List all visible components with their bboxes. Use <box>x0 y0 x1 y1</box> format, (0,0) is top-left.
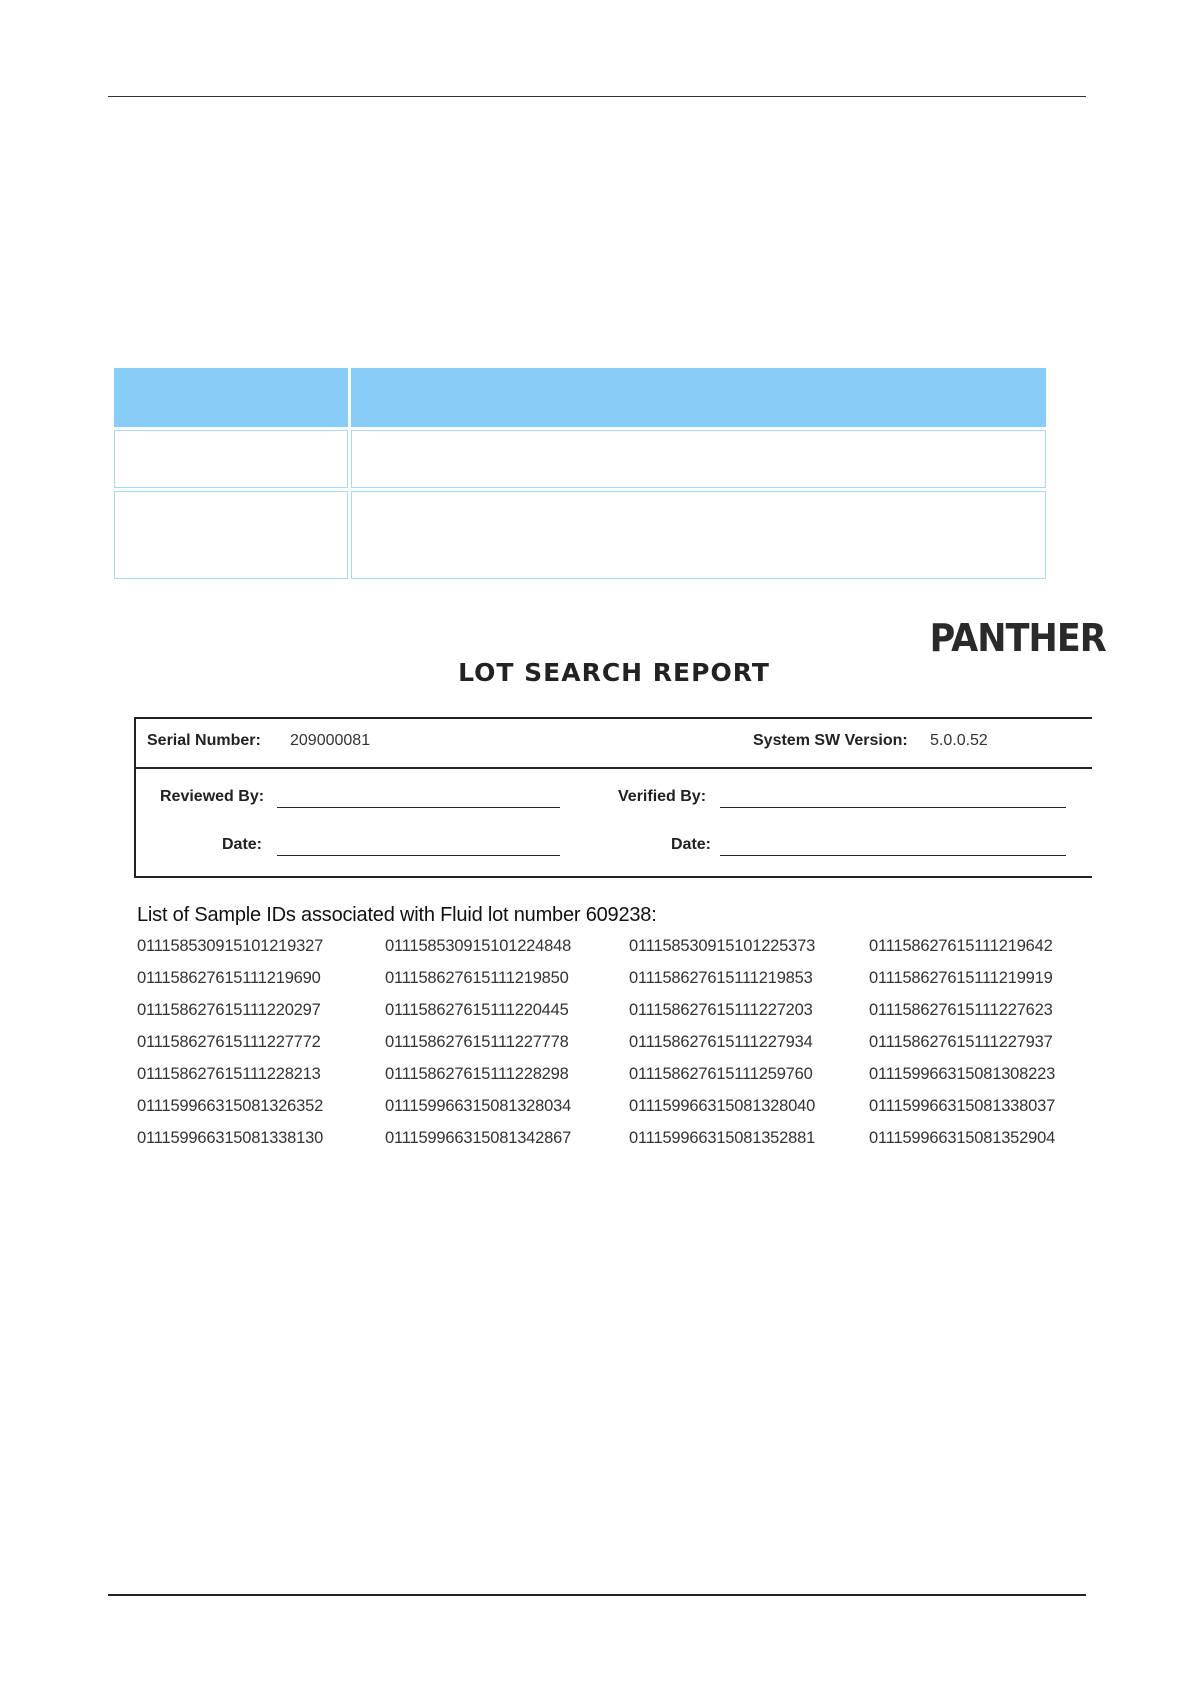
report-title: LOT SEARCH REPORT <box>458 658 770 687</box>
footer-rule <box>108 1594 1086 1596</box>
sample-id: 011158627615111228298 <box>385 1065 569 1083</box>
sample-id-list-heading: List of Sample IDs associated with Fluid lot number 609238: <box>137 904 657 926</box>
sample-id: 011158627615111227203 <box>629 1001 813 1019</box>
form-table-cell <box>351 430 1046 488</box>
form-table-header-row <box>114 368 1046 427</box>
sample-id: 011158627615111259760 <box>629 1065 813 1083</box>
sample-id: 011158627615111219853 <box>629 969 813 987</box>
sample-id: 011159966315081338037 <box>869 1097 1056 1115</box>
sample-id: 011158627615111219690 <box>137 969 321 987</box>
panther-logo: PANTHER <box>929 616 1106 660</box>
report-box-divider <box>136 767 1092 769</box>
form-table-cell <box>114 430 348 488</box>
sample-id: 011158627615111219850 <box>385 969 569 987</box>
serial-number-value: 209000081 <box>290 732 371 749</box>
form-table <box>111 365 1049 582</box>
form-table-row <box>114 430 1046 488</box>
sample-id: 011158627615111227623 <box>869 1001 1053 1019</box>
form-table-header-cell <box>114 368 348 427</box>
sw-version-value: 5.0.0.52 <box>930 732 988 749</box>
sample-id: 011158627615111219919 <box>869 969 1053 987</box>
sample-id: 011159966315081342867 <box>385 1129 572 1147</box>
sample-id: 011158627615111220445 <box>385 1001 569 1019</box>
header-rule <box>108 96 1086 97</box>
sample-id: 011159966315081308223 <box>869 1065 1056 1083</box>
form-table-cell <box>351 491 1046 579</box>
sample-id: 011158627615111227778 <box>385 1033 569 1051</box>
sample-id: 011158627615111227937 <box>869 1033 1053 1051</box>
sample-id: 011158627615111227934 <box>629 1033 813 1051</box>
sample-id: 011158530915101225373 <box>629 937 816 955</box>
form-table-header-cell <box>351 368 1046 427</box>
reviewed-date-label: Date: <box>222 836 263 853</box>
sample-id: 011158530915101224848 <box>385 937 572 955</box>
reviewed-by-label: Reviewed By: <box>160 788 265 805</box>
form-table-cell <box>114 491 348 579</box>
serial-number-label: Serial Number: <box>147 732 261 749</box>
sample-id: 011158530915101219327 <box>137 937 324 955</box>
sw-version-label: System SW Version: <box>753 732 908 749</box>
report-info-box <box>134 717 1092 878</box>
sample-id: 011159966315081352881 <box>629 1129 816 1147</box>
sample-id: 011159966315081328040 <box>629 1097 816 1115</box>
sample-id: 011159966315081352904 <box>869 1129 1056 1147</box>
sample-id: 011158627615111228213 <box>137 1065 321 1083</box>
verified-date-line <box>720 855 1066 856</box>
sample-id-grid <box>137 935 1087 1150</box>
sample-id: 011159966315081338130 <box>137 1129 324 1147</box>
reviewed-by-signature-line <box>277 807 560 808</box>
verified-by-signature-line <box>720 807 1066 808</box>
reviewed-date-line <box>277 855 560 856</box>
form-table-row <box>114 491 1046 579</box>
verified-date-label: Date: <box>671 836 712 853</box>
verified-by-label: Verified By: <box>618 788 707 805</box>
sample-id: 011158627615111219642 <box>869 937 1053 955</box>
sample-id: 011159966315081326352 <box>137 1097 324 1115</box>
sample-id: 011158627615111227772 <box>137 1033 321 1051</box>
sample-id: 011159966315081328034 <box>385 1097 572 1115</box>
sample-id: 011158627615111220297 <box>137 1001 321 1019</box>
